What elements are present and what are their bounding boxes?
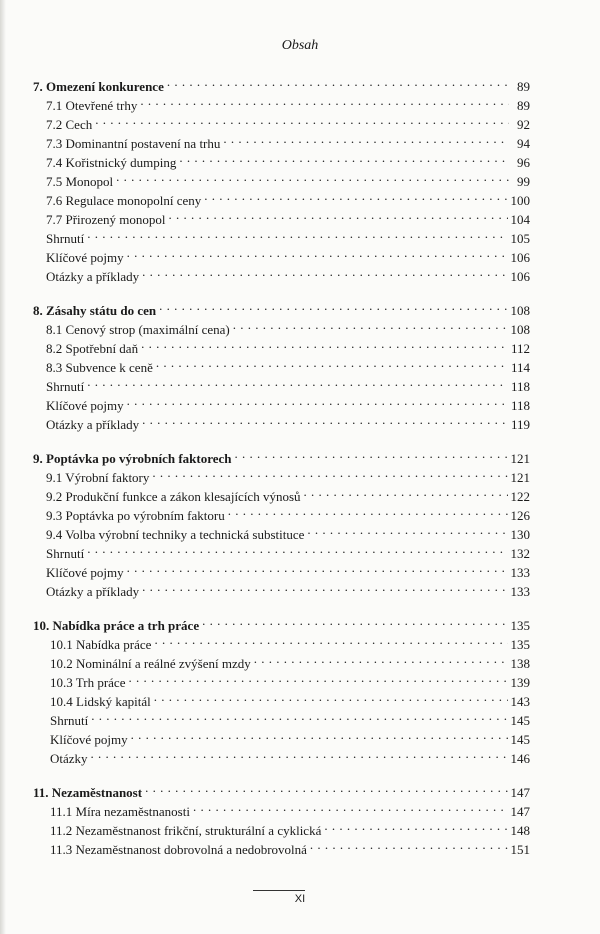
dot-leader	[154, 630, 507, 649]
chapter-page-number: 108	[510, 303, 530, 318]
dot-leader	[145, 778, 507, 797]
section-page-number: 133	[510, 565, 530, 580]
section-page-number: 106	[510, 269, 530, 284]
chapter-page-number: 147	[510, 785, 530, 800]
dot-leader	[87, 539, 507, 558]
chapter-title	[33, 783, 142, 802]
chapter-number: 9.	[33, 451, 43, 466]
chapter-number: 11.	[33, 785, 49, 800]
toc-section-entry[interactable]	[33, 129, 530, 151]
dot-leader	[167, 72, 509, 91]
toc-chapter-entry[interactable]	[33, 778, 530, 800]
dot-leader	[304, 482, 508, 501]
chapter-page-number: 135	[510, 618, 530, 633]
section-title: Otázky a příklady	[46, 584, 140, 599]
chapter-number: 10.	[33, 618, 50, 633]
section-title: 8.2 Spotřební daň	[46, 341, 139, 356]
section-page-number: 143	[510, 694, 530, 709]
dot-leader	[233, 315, 508, 334]
dot-leader	[204, 186, 507, 205]
toc-section-entry[interactable]	[33, 391, 530, 413]
section-page-number: 92	[517, 117, 530, 132]
section-page-number: 151	[510, 842, 530, 857]
section-page-number: 106	[510, 250, 530, 265]
chapter-number: 8.	[33, 303, 43, 318]
section-page-number: 133	[510, 584, 530, 599]
section-title: Shrnutí	[46, 546, 85, 561]
dot-leader	[223, 129, 509, 148]
section-page-number: 135	[510, 637, 530, 652]
footer-rule	[253, 890, 305, 891]
dot-leader	[254, 649, 508, 668]
section-title: 8.1 Cenový strop (maximální cena)	[46, 322, 230, 337]
section-page-number: 126	[510, 508, 530, 523]
section-title: 10.2 Nominální a reálné zvýšení mzdy	[50, 656, 251, 671]
toc-section-entry[interactable]	[33, 725, 530, 747]
section-title: 10.3 Trh práce	[50, 675, 126, 690]
dot-leader	[154, 687, 508, 706]
section-page-number: 145	[510, 732, 530, 747]
toc-section-entry[interactable]	[33, 539, 530, 561]
chapter-number: 7.	[33, 79, 43, 94]
page-number: XI	[294, 893, 306, 905]
section-title: 7.7 Přirozený monopol	[46, 212, 166, 227]
section-page-number: 148	[510, 823, 530, 838]
dot-leader	[116, 167, 509, 186]
section-title: Otázky a příklady	[46, 417, 140, 432]
section-title: 9.4 Volba výrobní techniky a technická substituce	[46, 527, 305, 542]
dot-leader	[152, 463, 507, 482]
section-page-number: 108	[510, 322, 530, 337]
section-title: Klíčové pojmy	[46, 398, 124, 413]
chapter-page-number: 89	[517, 79, 530, 94]
toc-chapter-entry[interactable]	[33, 611, 530, 633]
dot-leader	[91, 744, 508, 763]
section-title: Shrnutí	[46, 379, 85, 394]
toc-section-entry[interactable]	[33, 243, 530, 265]
section-page-number: 118	[510, 379, 530, 394]
chapter-name: Poptávka po výrobních faktorech	[46, 451, 232, 466]
toc-section-entry[interactable]	[33, 558, 530, 580]
toc-section-entry[interactable]	[33, 110, 530, 132]
dot-leader	[228, 501, 508, 520]
dot-leader	[95, 110, 509, 129]
section-page-number: 145	[510, 713, 530, 728]
section-title: 7.2 Cech	[46, 117, 93, 132]
section-title: Klíčové pojmy	[46, 250, 124, 265]
section-page-number: 99	[517, 174, 530, 189]
section-title: 11.2 Nezaměstnanost frikční, strukturální a cyklická	[50, 823, 322, 838]
section-title: 10.1 Nabídka práce	[50, 637, 152, 652]
toc-chapter-entry[interactable]	[33, 444, 530, 466]
chapter-name: Zásahy státu do cen	[46, 303, 157, 318]
section-page-number: 96	[517, 155, 530, 170]
dot-leader	[87, 372, 508, 391]
section-title: 10.4 Lidský kapitál	[50, 694, 151, 709]
section-page-number: 114	[510, 360, 530, 375]
section-page-number: 146	[510, 751, 530, 766]
section-title: 7.1 Otevřené trhy	[46, 98, 138, 113]
chapter-name: Nabídka práce a trh práce	[52, 618, 200, 633]
chapter-name: Nezaměstnanost	[51, 785, 143, 800]
section-title: Shrnutí	[46, 231, 85, 246]
dot-leader	[87, 224, 507, 243]
dot-leader	[127, 243, 508, 262]
dot-leader	[128, 668, 507, 687]
section-title: 7.5 Monopol	[46, 174, 114, 189]
section-title: 7.4 Kořistnický dumping	[46, 155, 177, 170]
dot-leader	[156, 353, 508, 372]
section-title: Shrnutí	[50, 713, 89, 728]
page-edge-shadow	[0, 0, 6, 934]
chapter-title	[33, 301, 156, 320]
dot-leader	[310, 835, 508, 854]
dot-leader	[142, 262, 507, 281]
dot-leader	[142, 577, 507, 596]
table-of-contents	[33, 72, 530, 857]
dot-leader	[179, 148, 509, 167]
section-title: 8.3 Subvence k ceně	[46, 360, 153, 375]
chapter-name: Omezení konkurence	[46, 79, 164, 94]
section-title: 9.2 Produkční funkce a zákon klesajících výnosů	[46, 489, 301, 504]
section-title: Klíčové pojmy	[46, 565, 124, 580]
dot-leader	[324, 816, 507, 835]
section-page-number: 100	[510, 193, 530, 208]
page-header: Obsah	[281, 38, 319, 53]
section-title: 9.3 Poptávka po výrobním faktoru	[46, 508, 225, 523]
section-page-number: 104	[510, 212, 530, 227]
section-title: Otázky a příklady	[46, 269, 140, 284]
dot-leader	[131, 725, 508, 744]
section-page-number: 121	[510, 470, 530, 485]
section-page-number: 130	[510, 527, 530, 542]
dot-leader	[169, 205, 508, 224]
dot-leader	[159, 296, 507, 315]
section-page-number: 138	[510, 656, 530, 671]
section-title: 11.3 Nezaměstnanost dobrovolná a nedobrovolná	[50, 842, 307, 857]
section-page-number: 132	[510, 546, 530, 561]
section-title: 7.6 Regulace monopolní ceny	[46, 193, 202, 208]
dot-leader	[91, 706, 507, 725]
dot-leader	[127, 391, 508, 410]
section-page-number: 147	[510, 804, 530, 819]
dot-leader	[140, 91, 509, 110]
dot-leader	[141, 334, 508, 353]
toc-chapter-entry[interactable]	[33, 296, 530, 318]
section-page-number: 94	[517, 136, 530, 151]
section-title: 11.1 Míra nezaměstnanosti	[50, 804, 190, 819]
dot-leader	[127, 558, 508, 577]
section-page-number: 122	[510, 489, 530, 504]
dot-leader	[202, 611, 507, 630]
section-title: Otázky	[50, 751, 88, 766]
toc-section-entry[interactable]	[33, 744, 530, 766]
section-page-number: 112	[510, 341, 530, 356]
toc-section-entry[interactable]	[33, 224, 530, 246]
section-title: Klíčové pojmy	[50, 732, 128, 747]
section-page-number: 139	[510, 675, 530, 690]
section-title: 7.3 Dominantní postavení na trhu	[46, 136, 221, 151]
dot-leader	[142, 410, 508, 429]
section-page-number: 118	[510, 398, 530, 413]
chapter-gap	[33, 763, 530, 778]
dot-leader	[193, 797, 508, 816]
section-title: 9.1 Výrobní faktory	[46, 470, 150, 485]
chapter-page-number: 121	[510, 451, 530, 466]
section-page-number: 105	[510, 231, 530, 246]
section-page-number: 89	[517, 98, 530, 113]
toc-section-entry[interactable]	[33, 372, 530, 394]
toc-section-entry[interactable]	[33, 706, 530, 728]
section-page-number: 119	[510, 417, 530, 432]
dot-leader	[307, 520, 507, 539]
dot-leader	[235, 444, 508, 463]
toc-chapter-entry[interactable]	[33, 72, 530, 94]
